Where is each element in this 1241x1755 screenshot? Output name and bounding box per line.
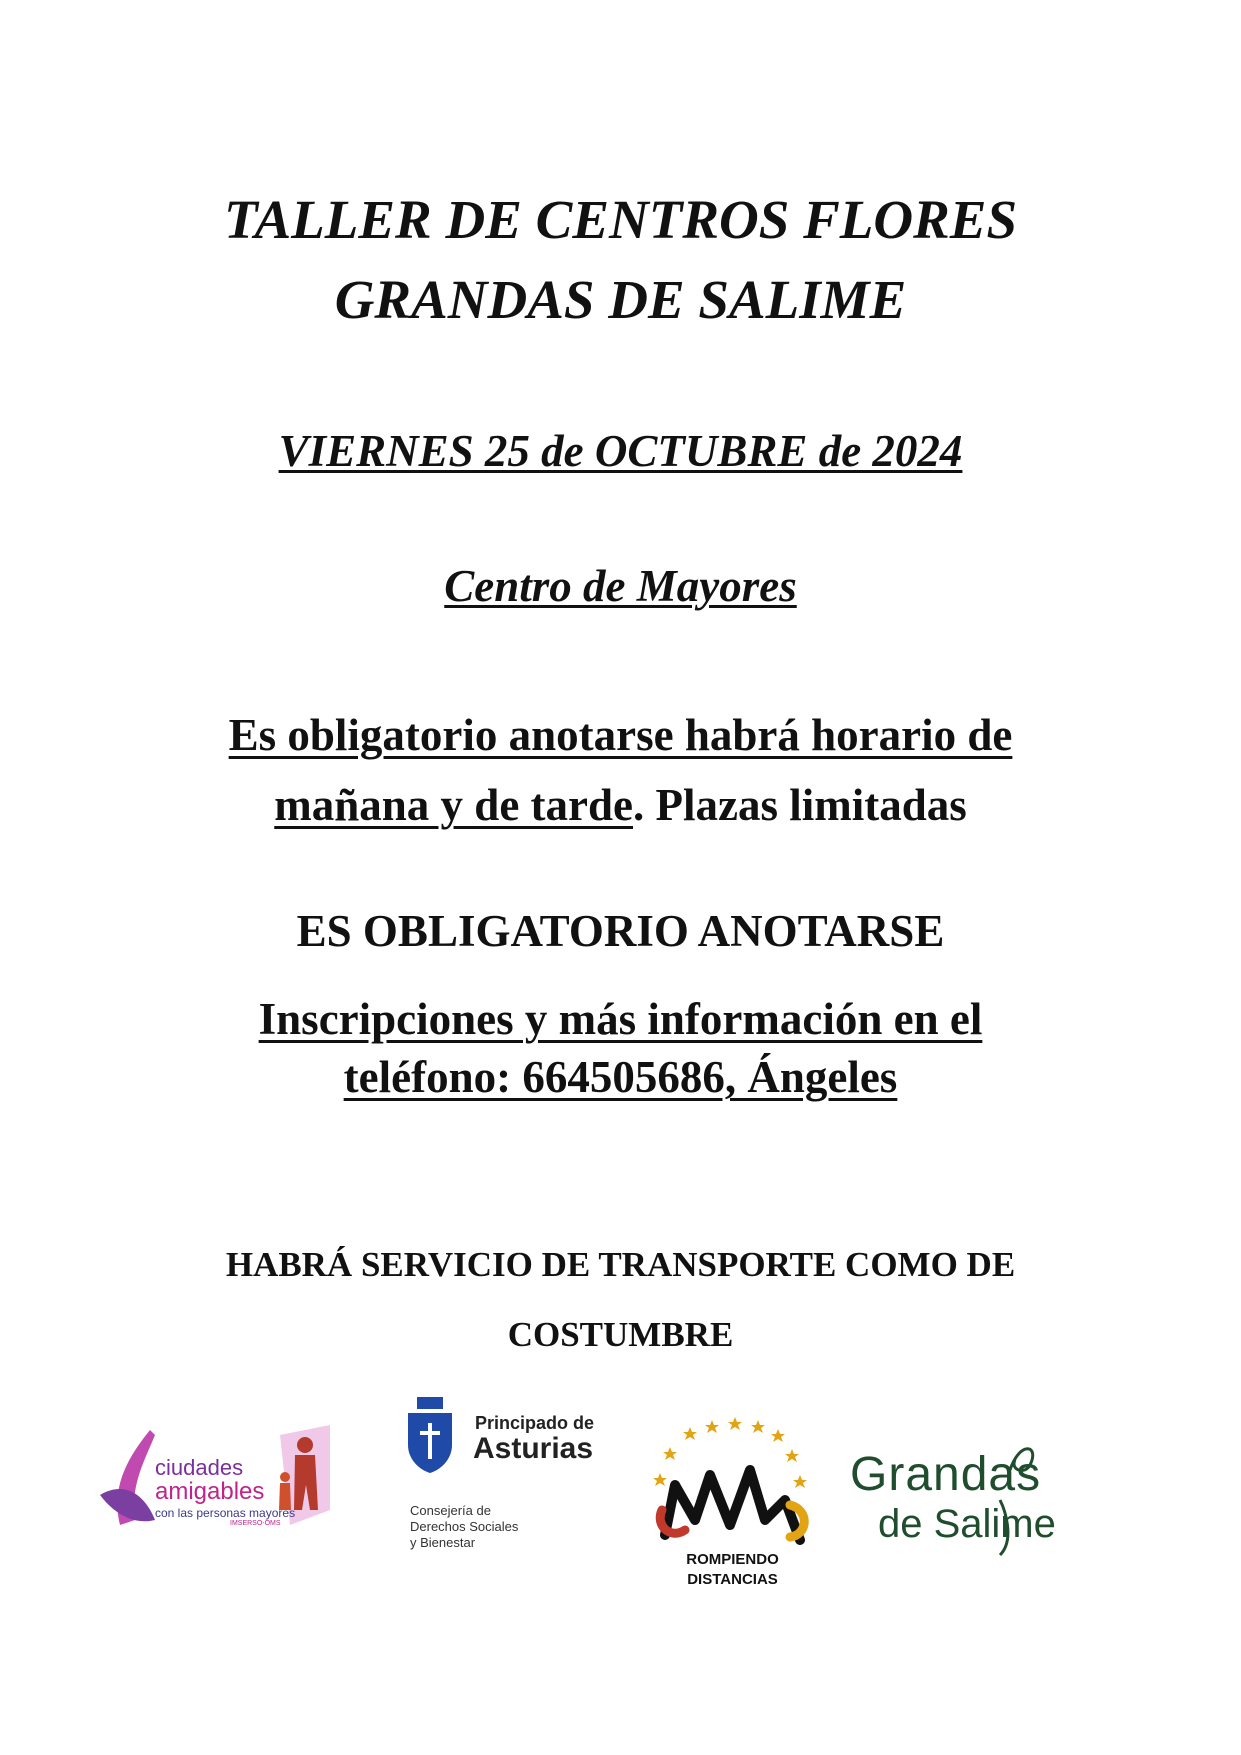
- asturias-coat-of-arms-icon: [405, 1395, 455, 1475]
- rompiendo-distancias-logo: [650, 1415, 815, 1595]
- asturias-line1: Principado de: [475, 1413, 595, 1433]
- grandas-line1: Grandas: [850, 1448, 1042, 1501]
- contact-info-line2: teléfono: 664505686, Ángeles: [343, 1052, 898, 1102]
- transport-line1: HABRÁ SERVICIO DE TRANSPORTE COMO DE: [225, 1245, 1016, 1284]
- event-place-text: Centro de Mayores: [444, 561, 797, 611]
- event-title: [0, 180, 1241, 340]
- grandas-line2: de Salime: [878, 1502, 1056, 1546]
- rompiendo-line2: DISTANCIAS: [687, 1571, 778, 1588]
- event-date-text: VIERNES 25 de OCTUBRE de 2024: [278, 426, 963, 476]
- mandatory-registration: [0, 905, 1241, 957]
- rompiendo-distancias-graphic: [650, 1415, 815, 1550]
- transport-notice: [0, 1230, 1241, 1370]
- contact-info-line1: Inscripciones y más información en el: [258, 994, 983, 1044]
- principado-asturias-logo: [405, 1395, 620, 1555]
- ciudades-line3: con las personas mayores: [155, 1506, 296, 1520]
- grandas-de-salime-logo: [850, 1440, 1060, 1560]
- event-place: [0, 560, 1241, 612]
- event-title-line2: GRANDAS DE SALIME: [334, 269, 907, 330]
- notice-line2-rest: . Plazas limitadas: [633, 780, 967, 830]
- asturias-sub1: Consejería de: [410, 1503, 491, 1518]
- asturias-sub3: y Bienestar: [410, 1535, 476, 1550]
- event-date: [0, 425, 1241, 477]
- ciudades-line4: IMSERSO-OMS: [230, 1520, 281, 1527]
- notice-line1: Es obligatorio anotarse habrá horario de: [228, 710, 1013, 760]
- rompiendo-line1: ROMPIENDO: [686, 1551, 779, 1568]
- ciudades-line2: amigables: [155, 1478, 265, 1505]
- contact-info: [0, 990, 1241, 1106]
- ciudades-amigables-logo: [100, 1425, 330, 1555]
- asturias-line2: Asturias: [473, 1432, 594, 1465]
- registration-notice: [0, 700, 1241, 840]
- ciudades-line1: ciudades: [155, 1455, 244, 1480]
- transport-line2: COSTUMBRE: [507, 1315, 734, 1354]
- notice-line2-underlined: mañana y de tarde: [274, 780, 633, 830]
- event-title-line1: TALLER DE CENTROS FLORES: [223, 189, 1018, 250]
- asturias-sub2: Derechos Sociales: [410, 1519, 519, 1534]
- mandatory-registration-text: ES OBLIGATORIO ANOTARSE: [296, 906, 945, 956]
